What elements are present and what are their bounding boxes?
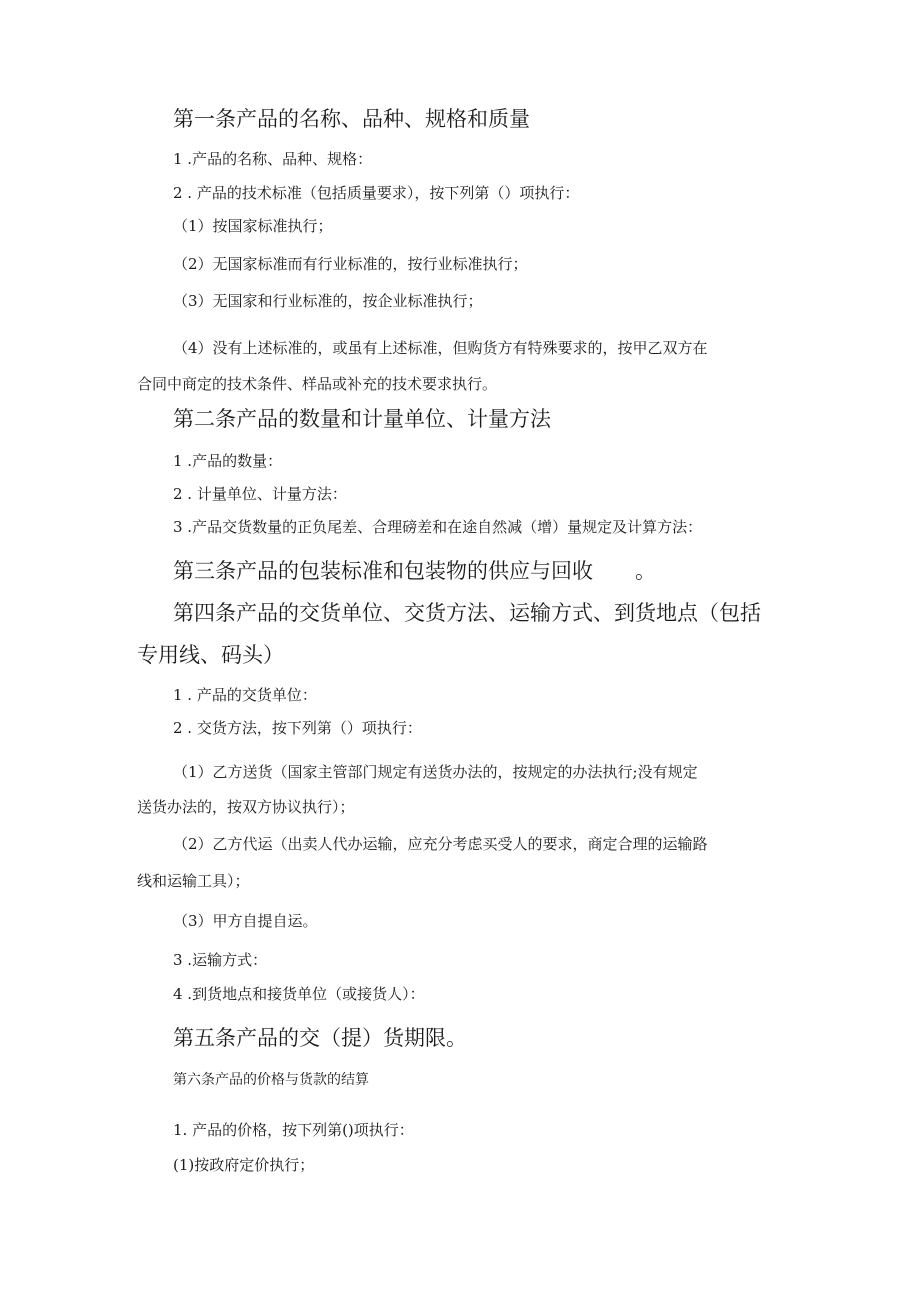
article-4-option-2-line-2: 线和运输工具）； (137, 872, 250, 890)
article-1-item-2: 2 . 产品的技术标准（包括质量要求），按下列第（）项执行： (173, 184, 580, 202)
article-1-option-2: （2）无国家标准而有行业标准的，按行业标准执行； (173, 255, 528, 273)
article-2-item-3: 3 .产品交货数量的正负尾差、合理磅差和在途自然减（增）量规定及计算方法： (173, 518, 703, 536)
article-3-heading-tail: 。 (635, 559, 656, 583)
article-1-item-1: 1 .产品的名称、品种、规格： (173, 150, 373, 168)
article-4-option-1-line-2: 送货办法的，按双方协议执行）； (137, 798, 355, 816)
article-4-option-1-line-1: （1）乙方送货（国家主管部门规定有送货办法的，按规定的办法执行;没有规定 (173, 763, 698, 781)
article-2-item-2: 2 . 计量单位、计量方法： (173, 485, 347, 503)
article-5-heading: 第五条产品的交（提）货期限。 (173, 1026, 467, 1050)
article-6-heading: 第六条产品的价格与货款的结算 (173, 1072, 369, 1088)
article-4-item-3: 3 .运输方式： (173, 951, 268, 969)
article-3-heading (173, 561, 656, 582)
article-1-option-4-line-1: （4）没有上述标准的，或虽有上述标准，但购货方有特殊要求的，按甲乙双方在 (173, 339, 708, 357)
article-3-heading-text: 第三条产品的包装标准和包装物的供应与回收 (173, 559, 593, 583)
article-4-heading-line-2: 专用线、码头） (137, 643, 284, 667)
article-2-heading: 第二条产品的数量和计量单位、计量方法 (173, 407, 551, 431)
article-4-item-1: 1 . 产品的交货单位： (173, 686, 317, 704)
article-4-heading-line-1: 第四条产品的交货单位、交货方法、运输方式、到货地点（包括 (173, 601, 761, 625)
article-4-option-3: （3）甲方自提自运。 (173, 912, 318, 930)
article-4-item-2: 2 . 交货方法，按下列第（）项执行： (173, 719, 422, 737)
article-2-item-1: 1 .产品的数量： (173, 452, 283, 470)
article-4-option-2-line-1: （2）乙方代运（出卖人代办运输，应充分考虑买受人的要求，商定合理的运输路 (173, 835, 708, 853)
article-1-option-3: （3）无国家和行业标准的，按企业标准执行； (173, 292, 483, 310)
article-6-item-1: 1. 产品的价格，按下列第()项执行： (173, 1121, 414, 1139)
article-4-item-4: 4 .到货地点和接货单位（或接货人）： (173, 985, 425, 1003)
article-1-option-4-line-2: 合同中商定的技术条件、样品或补充的技术要求执行。 (137, 375, 498, 393)
article-6-option-1: (1)按政府定价执行； (173, 1156, 315, 1174)
article-1-option-1: （1）按国家标准执行； (173, 217, 333, 235)
article-1-heading: 第一条产品的名称、品种、规格和质量 (173, 107, 530, 131)
